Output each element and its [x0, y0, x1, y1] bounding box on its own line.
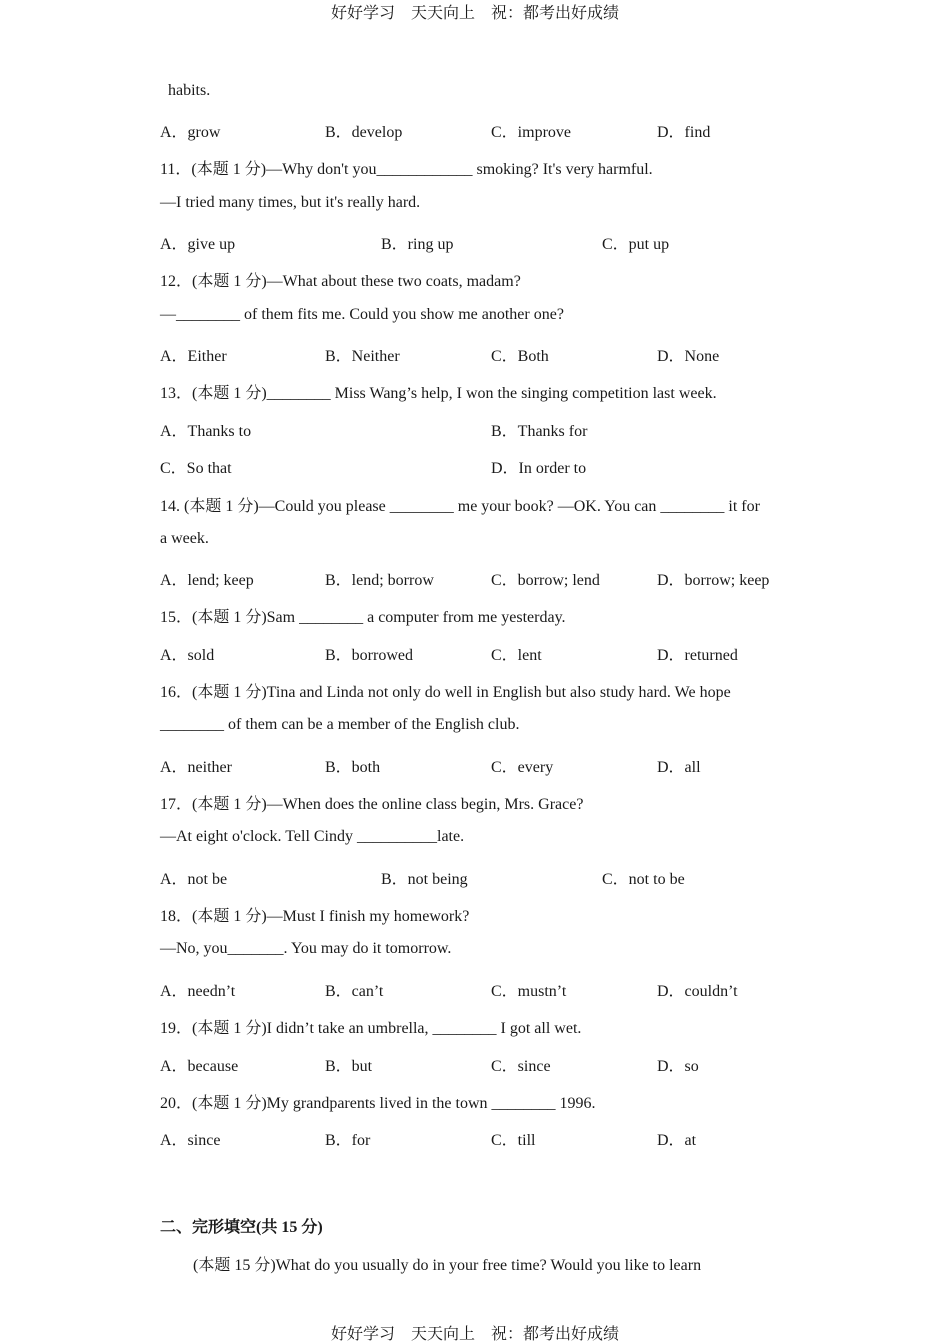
q12-option-b: B．Neither — [325, 348, 400, 365]
q13-option-c: C．So that — [160, 460, 232, 477]
q17-line2: —At eight o'clock. Tell Cindy __________late. — [160, 828, 465, 845]
q16-line2: ________ of them can be a member of the English club. — [160, 716, 520, 733]
q16-option-b: B．both — [325, 759, 381, 776]
q18-option-a: A．needn’t — [160, 983, 236, 1000]
q14-line2: a week. — [160, 530, 209, 547]
q17-stem: 17．(本题 1 分)—When does the online class begin, Mrs. Grace? — [160, 796, 584, 813]
q18-line2: —No, you_______. You may do it tomorrow. — [160, 940, 452, 957]
q14-option-a: A．lend; keep — [160, 572, 254, 589]
q14-option-c: C．borrow; lend — [491, 572, 600, 589]
page-footer: 好好学习 天天向上 祝：都考出好成绩 — [330, 1326, 619, 1343]
q20-stem: 20．(本题 1 分)My grandparents lived in the town ________ 1996. — [160, 1095, 596, 1112]
q16-option-c: C．every — [491, 759, 554, 776]
q20-option-c: C．till — [491, 1132, 536, 1149]
q20-option-a: A．since — [160, 1132, 221, 1149]
q11-option-c: C．put up — [602, 236, 670, 253]
q18-stem: 18．(本题 1 分)—Must I finish my homework? — [160, 908, 470, 925]
q15-option-a: A．sold — [160, 647, 215, 664]
q13-option-d: D．In order to — [491, 460, 587, 477]
q15-stem: 15．(本题 1 分)Sam ________ a computer from me yesterday. — [160, 609, 566, 626]
q13-stem: 13．(本题 1 分)________ Miss Wang’s help, I won the singing competition last week. — [160, 385, 717, 402]
q16-option-a: A．neither — [160, 759, 232, 776]
q11-stem: 11．(本题 1 分)—Why don't you____________ smoking? It's very harmful. — [160, 161, 653, 178]
continuation-text: habits. — [168, 82, 211, 99]
page-header: 好好学习 天天向上 祝：都考出好成绩 — [330, 5, 619, 22]
q12-option-a: A．Either — [160, 348, 227, 365]
q20-option-d: D．at — [657, 1132, 697, 1149]
q13-option-a: A．Thanks to — [160, 423, 252, 440]
q18-option-b: B．can’t — [325, 983, 384, 1000]
q19-option-a: A．because — [160, 1058, 239, 1075]
q16-stem: 16．(本题 1 分)Tina and Linda not only do well in English but also study hard. We hope — [160, 684, 731, 701]
q17-option-b: B．not being — [381, 871, 468, 888]
q15-option-b: B．borrowed — [325, 647, 413, 664]
q19-option-c: C．since — [491, 1058, 551, 1075]
q17-option-c: C．not to be — [602, 871, 685, 888]
q10-option-d: D．find — [657, 124, 711, 141]
q15-option-c: C．lent — [491, 647, 542, 664]
q19-option-d: D．so — [657, 1058, 699, 1075]
q12-line2: —________ of them fits me. Could you show me another one? — [160, 306, 564, 323]
q11-option-b: B．ring up — [381, 236, 454, 253]
q10-option-a: A．grow — [160, 124, 221, 141]
q18-option-d: D．couldn’t — [657, 983, 738, 1000]
q19-option-b: B．but — [325, 1058, 373, 1075]
q20-option-b: B．for — [325, 1132, 371, 1149]
q12-option-d: D．None — [657, 348, 720, 365]
q11-option-a: A．give up — [160, 236, 236, 253]
q10-option-b: B．develop — [325, 124, 403, 141]
section-title: 二、完形填空(共 15 分) — [160, 1219, 323, 1236]
q13-option-b: B．Thanks for — [491, 423, 588, 440]
q18-option-c: C．mustn’t — [491, 983, 567, 1000]
q14-option-b: B．lend; borrow — [325, 572, 434, 589]
q12-option-c: C．Both — [491, 348, 549, 365]
q17-option-a: A．not be — [160, 871, 228, 888]
q15-option-d: D．returned — [657, 647, 738, 664]
q10-option-c: C．improve — [491, 124, 571, 141]
q14-stem: 14. (本题 1 分)—Could you please ________ me your book? —OK. You can ________ it for — [160, 498, 760, 515]
q19-stem: 19．(本题 1 分)I didn’t take an umbrella, ________ I got all wet. — [160, 1020, 582, 1037]
q14-option-d: D．borrow; keep — [657, 572, 770, 589]
q16-option-d: D．all — [657, 759, 701, 776]
q11-line2: —I tried many times, but it's really hard. — [160, 194, 421, 211]
section-intro: (本题 15 分)What do you usually do in your free time? Would you like to learn — [193, 1257, 702, 1274]
q12-stem: 12．(本题 1 分)—What about these two coats, madam? — [160, 273, 521, 290]
